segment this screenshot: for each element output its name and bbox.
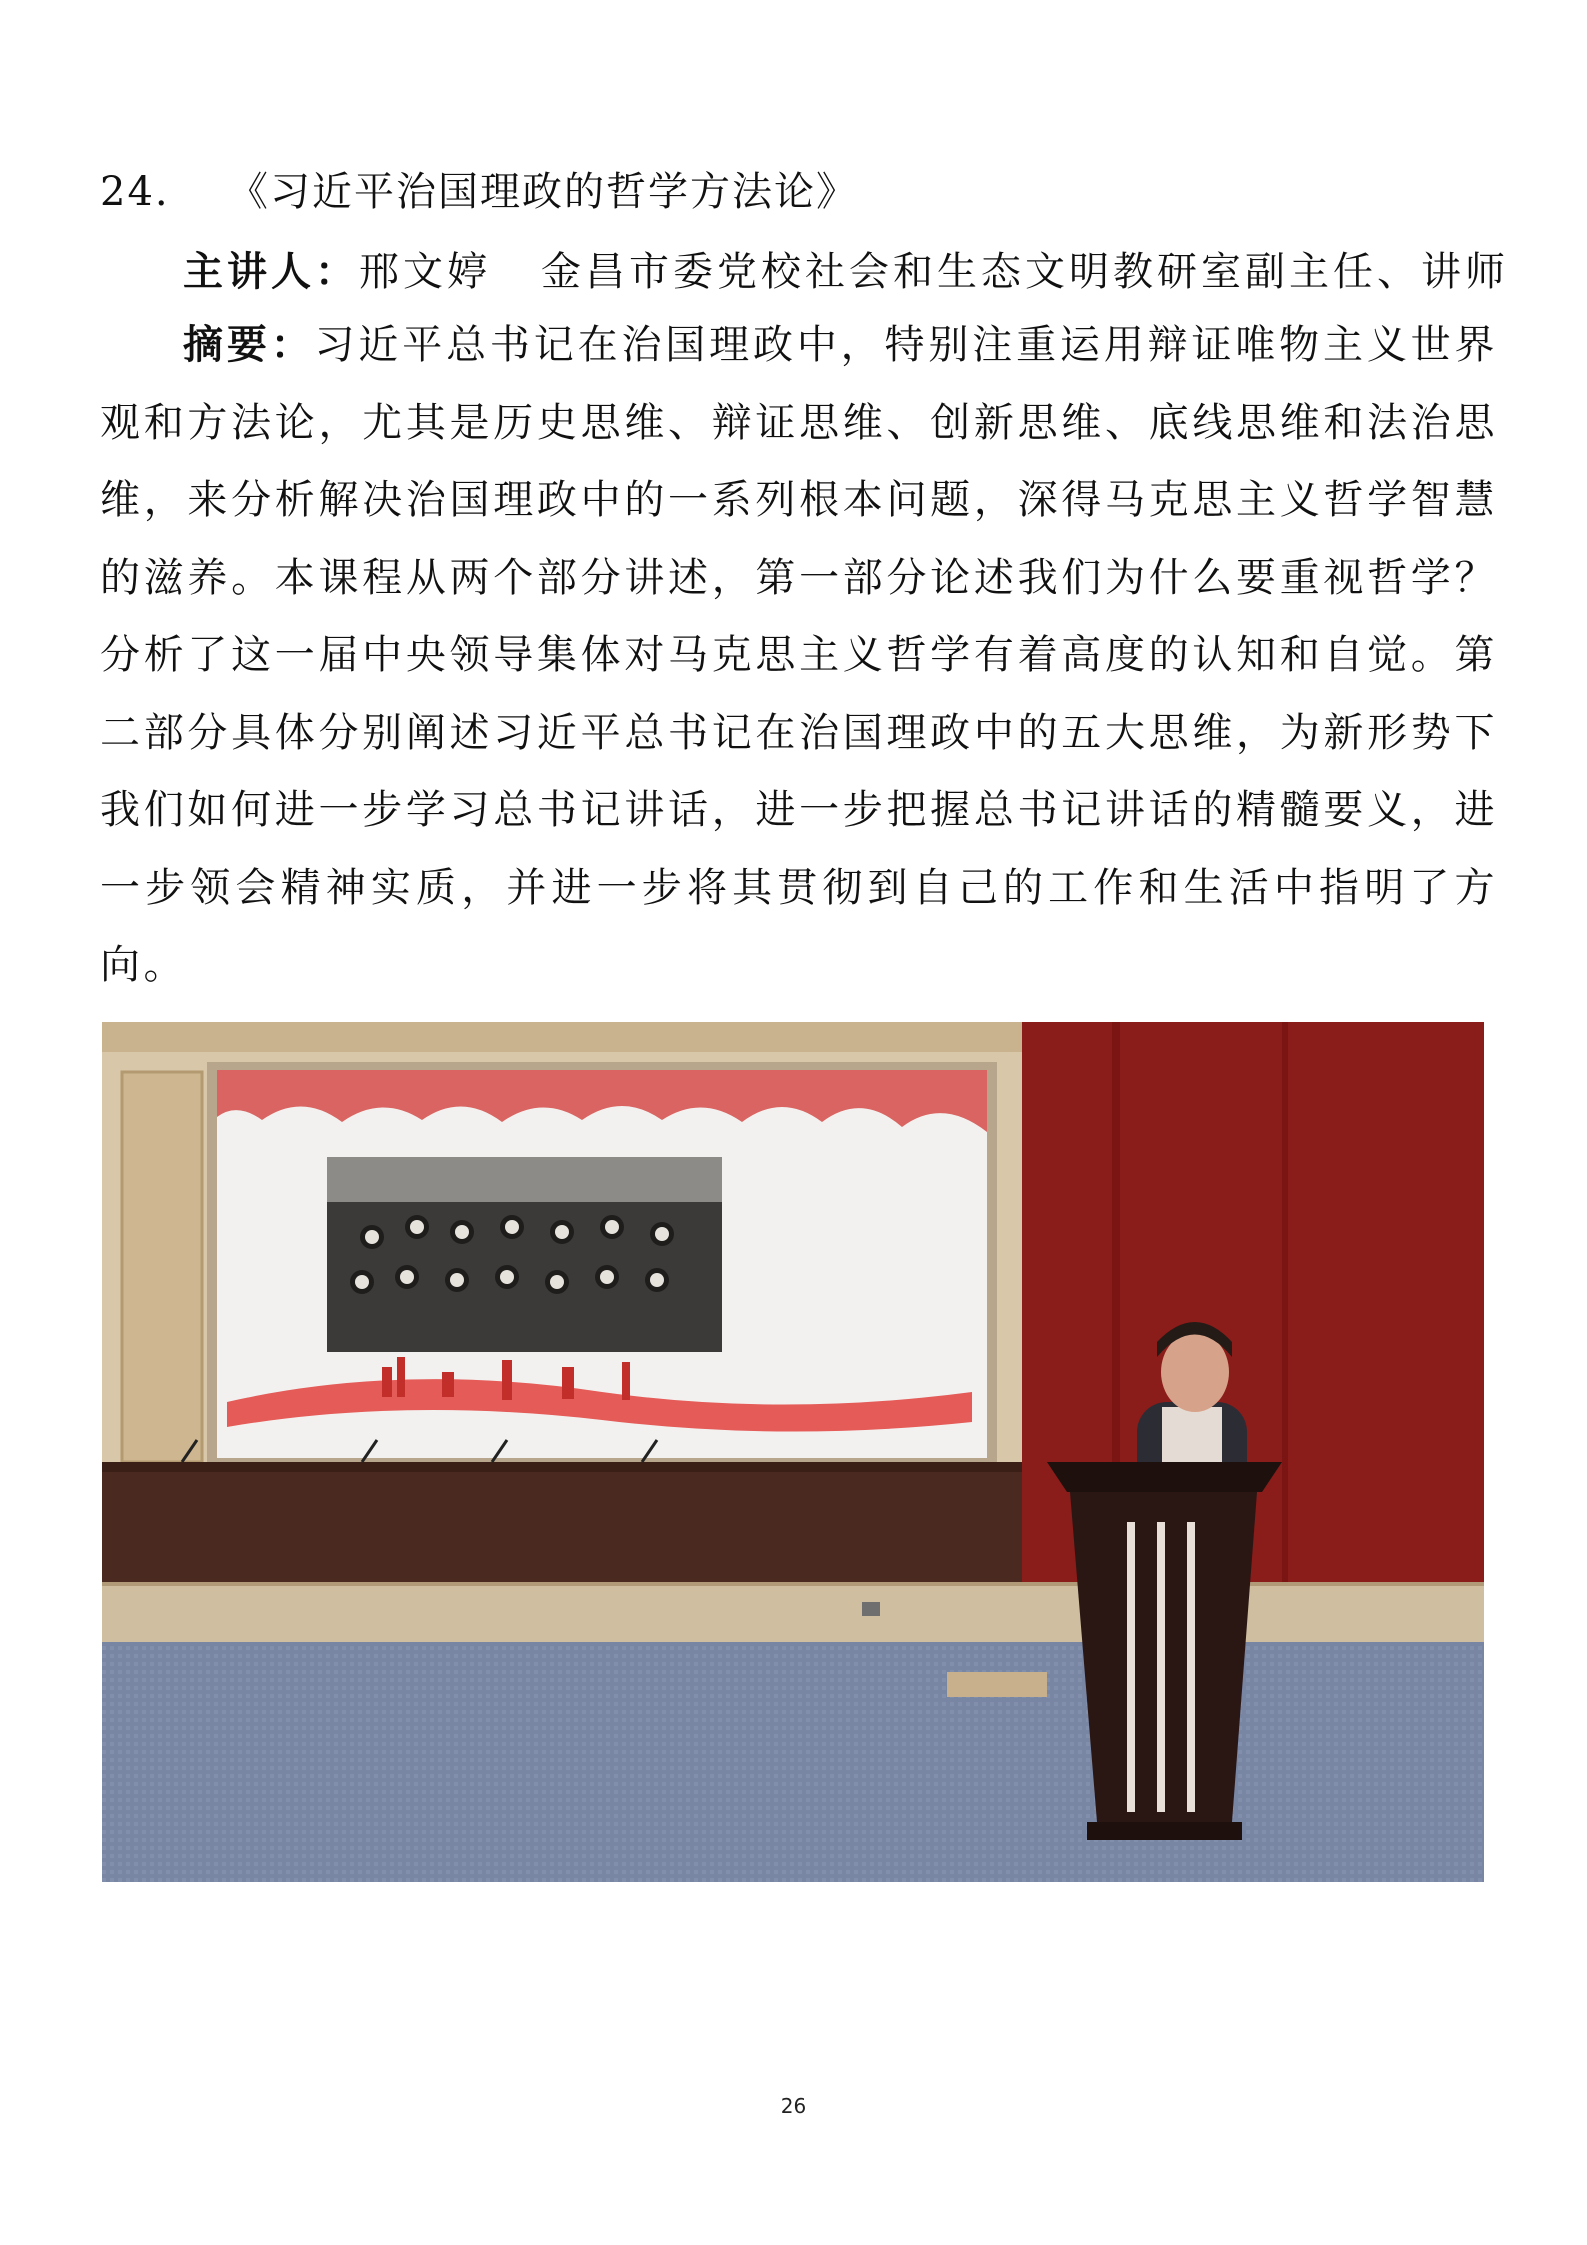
section-heading (100, 160, 858, 217)
lecturer-name: 邢文婷 (359, 249, 491, 295)
abstract-label: 摘要： (183, 321, 315, 368)
abstract-text: 习近平总书记在治国理政中，特别注重运用辩证唯物主义世界观和方法论，尤其是历史思维、辩证思维、创新思维、底线思维和法治思维，来分析解决治国理政中的一系列根本问题，深得马克思主义哲学智慧的滋养。本课程从两个部分讲述，第一部分论述我们为什么要重视哲学？分析了这一届中央领导集体对马克思主义哲学有着高度的认知和自觉。第二部分具体分别阐述习近平总书记在治国理政中的五大思维，为新形势下我们如何进一步学习总书记讲话，进一步把握总书记讲话的精髓要义，进一步领会精神实质，并进一步将其贯彻到自己的工作和生活中指明了方向。 (100, 322, 1499, 988)
lecture-photo (102, 1022, 1484, 1882)
podium (1047, 1462, 1282, 1492)
stage-wall-panel (102, 1462, 1022, 1582)
page-number: 26 (780, 2094, 807, 2118)
section-number: 24. (100, 169, 170, 215)
lecturer-label: 主讲人： (183, 248, 359, 295)
abstract-paragraph (100, 306, 1498, 1005)
lecturer-position: 金昌市委党校社会和生态文明教研室副主任、讲师 (541, 249, 1509, 295)
lecture-title: 《习近平治国理政的哲学方法论》 (228, 169, 858, 215)
lecture-hall-scene (102, 1022, 1484, 1882)
lecturer-line (183, 240, 1509, 297)
